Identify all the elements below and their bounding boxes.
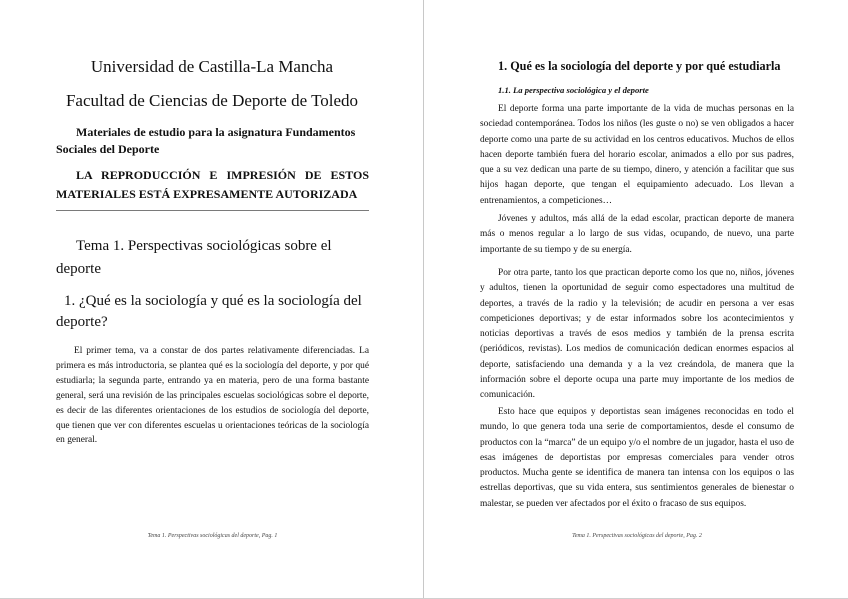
page-footer: Tema 1. Perspectivas sociológicas del deporte, Pag. 1 [147, 533, 278, 539]
page-2 [424, 0, 848, 599]
body-paragraph: El deporte forma una parte importante de la vida de muchas personas en la sociedad contemporánea. Todos los niños (les guste o no) se ven obligados a hacer deporte como una parte de su actividad en los centros educativos. Muchos de ellos hacen deporte también fuera del horario escolar, animados a ello por sus padres, que a su vez dedican una parte de su tiempo, dinero, y atención a facilitar que sus hijos hagan deporte, que tengan el equipamiento adecuado. Los llevan a entrenamientos, a competiciones… [480, 104, 794, 206]
intro-paragraph: El primer tema, va a constar de dos partes relativamente diferenciadas. La primera es más introductoria, se plantea qué es la sociología del deporte, y por qué estudiarla; la segunda parte, entrando ya en materia, pero de una forma bastante general, será una revisión de las principales escuelas sociológicas sobre el deporte, es decir de las diferentes orientaciones de los estudios de sociología del deporte, que tienen que ver con diferentes escuelas u orientaciones teóricas de la sociología en general. [56, 346, 369, 446]
page-footer: Tema 1. Perspectivas sociológicas del deporte, Pag. 2 [572, 533, 702, 539]
course-materials-line: Materiales de estudio para la asignatura Fundamentos Sociales del Deporte [56, 125, 356, 156]
body-paragraph: Esto hace que equipos y deportistas sean imágenes reconocidas en todo el mundo, lo que genera toda una serie de comportamientos, desde el consumo de productos con la “marca” de un equipo y/o el nombre de un jugador, hasta el uso de esas imágenes de deportistas por empresas comerciales para vender otros productos. Mucha gente se identifica de manera tan intensa con los equipos o las estrellas deportivas, que su vida entera, sus sentimientos generales de bienestar o malestar, se pueden ver afectados por el éxito o fracaso de sus equipos. [480, 407, 794, 509]
university-heading: Universidad de Castilla-La Mancha [90, 57, 334, 76]
faculty-heading: Facultad de Ciencias de Deporte de Toledo [65, 91, 359, 110]
reproduction-notice: LA REPRODUCCIÓN E IMPRESIÓN DE ESTOS MATERIALES ESTÁ EXPRESAMENTE AUTORIZADA [56, 168, 369, 201]
topic-title: Tema 1. Perspectivas sociológicas sobre el deporte [56, 238, 332, 277]
subsection-title: 1.1. La perspectiva sociológica y el deporte [498, 85, 649, 95]
body-paragraph: Jóvenes y adultos, más allá de la edad escolar, practican deporte de manera más o menos regular a lo largo de sus vidas, ocupando, de nuevo, una parte importante de su tiempo y de su energía. [480, 214, 794, 255]
section-title: 1. Qué es la sociología del deporte y por qué estudiarla [498, 59, 781, 73]
body-paragraph: Por otra parte, tanto los que practican deporte como los que no, niños, jóvenes y adultos, tienen la oportunidad de seguir como espectadores una multitud de deportes, a través de la radio y la televisión; de acudir en persona a ver esas competiciones deportivas; y de estar informados sobre los acontecimientos y noticias deportivas a través de esos medios y también de la prensa escrita (periódicos, revistas). Los medios de comunicación dedican enormes espacios al deporte, satisfaciendo una demanda y a la vez creándola, de manera que la información sobre el deporte ocupa una parte muy importante de los medios de comunicación. [480, 268, 794, 401]
question-title: 1. ¿Qué es la sociología y qué es la sociología del deporte? [56, 293, 362, 330]
header-divider [56, 210, 369, 211]
